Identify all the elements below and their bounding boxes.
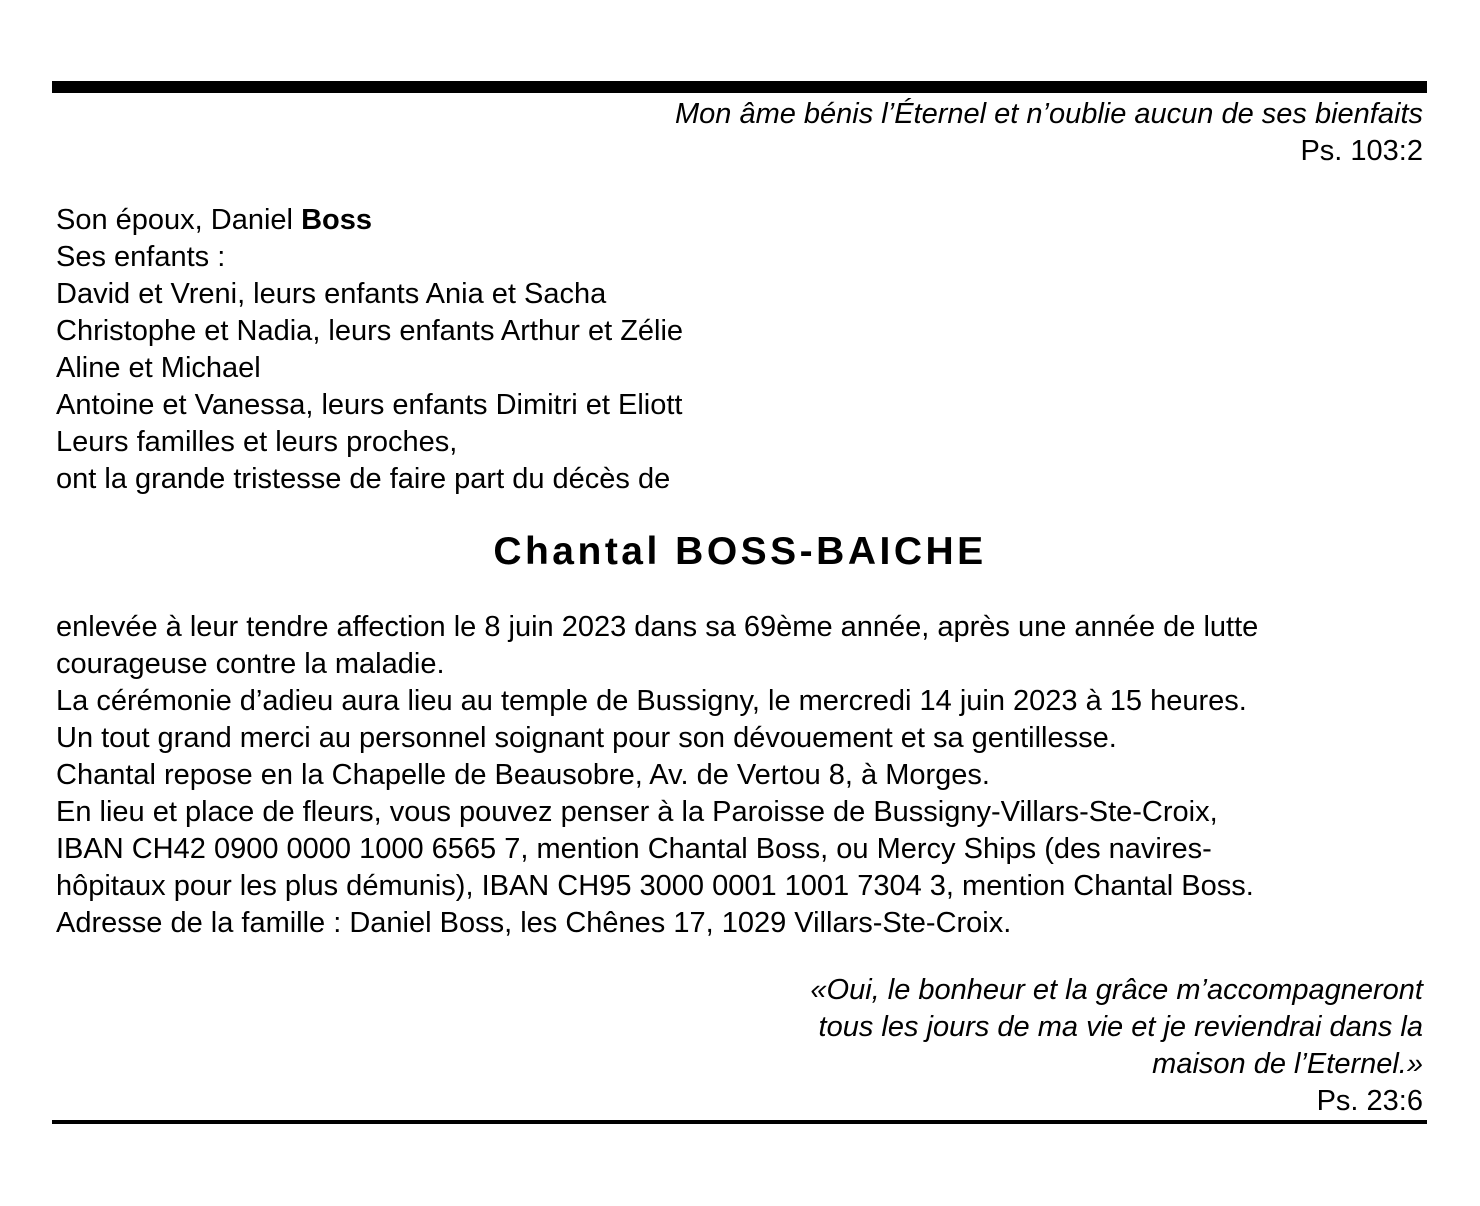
body-line: IBAN CH42 0900 0000 1000 6565 7, mention Chantal Boss, ou Mercy Ships (des navires-: [56, 833, 1212, 865]
body-line: En lieu et place de fleurs, vous pouvez penser à la Paroisse de Bussigny-Villars-Ste-Croix,: [56, 796, 1218, 828]
opening-verse: [675, 96, 1423, 170]
family-line: Ses enfants :: [56, 241, 226, 273]
closing-verse-line: «Oui, le bonheur et la grâce m’accompagneront: [810, 974, 1423, 1006]
family-line: Christophe et Nadia, leurs enfants Arthur et Zélie: [56, 315, 684, 347]
closing-verse-line: tous les jours de ma vie et je reviendrai dans la: [818, 1011, 1423, 1043]
opening-verse-quote: Mon âme bénis l’Éternel et n’oublie aucun de ses bienfaits: [674, 98, 1423, 130]
closing-verse-line: maison de l’Eternel.»: [1152, 1048, 1423, 1080]
spouse-surname: Boss: [301, 204, 372, 236]
announcement-body: [56, 609, 1258, 942]
opening-verse-reference: Ps. 103:2: [1300, 135, 1423, 167]
spouse-prefix: Son époux, Daniel: [56, 204, 302, 236]
deceased-name: Chantal BOSS-BAICHE: [493, 530, 987, 573]
spouse-line: [56, 202, 683, 239]
body-line: Un tout grand merci au personnel soignant pour son dévouement et sa gentillesse.: [56, 722, 1117, 754]
body-line: La cérémonie d’adieu aura lieu au temple de Bussigny, le mercredi 14 juin 2023 à 15 heures.: [56, 685, 1247, 717]
body-line: courageuse contre la maladie.: [56, 648, 445, 680]
body-line: hôpitaux pour les plus démunis), IBAN CH95 3000 0001 1001 7304 3, mention Chantal Boss.: [56, 870, 1254, 902]
family-line: David et Vreni, leurs enfants Ania et Sacha: [56, 278, 607, 310]
body-line: Adresse de la famille : Daniel Boss, les Chênes 17, 1029 Villars-Ste-Croix.: [56, 907, 1012, 939]
bottom-rule: [52, 1120, 1427, 1124]
family-line: Leurs familles et leurs proches,: [56, 426, 458, 458]
family-line: Antoine et Vanessa, leurs enfants Dimitri et Eliott: [56, 389, 683, 421]
body-line: Chantal repose en la Chapelle de Beausobre, Av. de Vertou 8, à Morges.: [56, 759, 990, 791]
family-list: [56, 202, 683, 498]
top-rule: [52, 81, 1427, 93]
family-line: Aline et Michael: [56, 352, 261, 384]
closing-verse: [810, 972, 1423, 1120]
family-line: ont la grande tristesse de faire part du décès de: [56, 463, 671, 495]
closing-verse-reference: Ps. 23:6: [1316, 1085, 1423, 1117]
body-line: enlevée à leur tendre affection le 8 juin 2023 dans sa 69ème année, après une année de lutte: [56, 611, 1259, 643]
